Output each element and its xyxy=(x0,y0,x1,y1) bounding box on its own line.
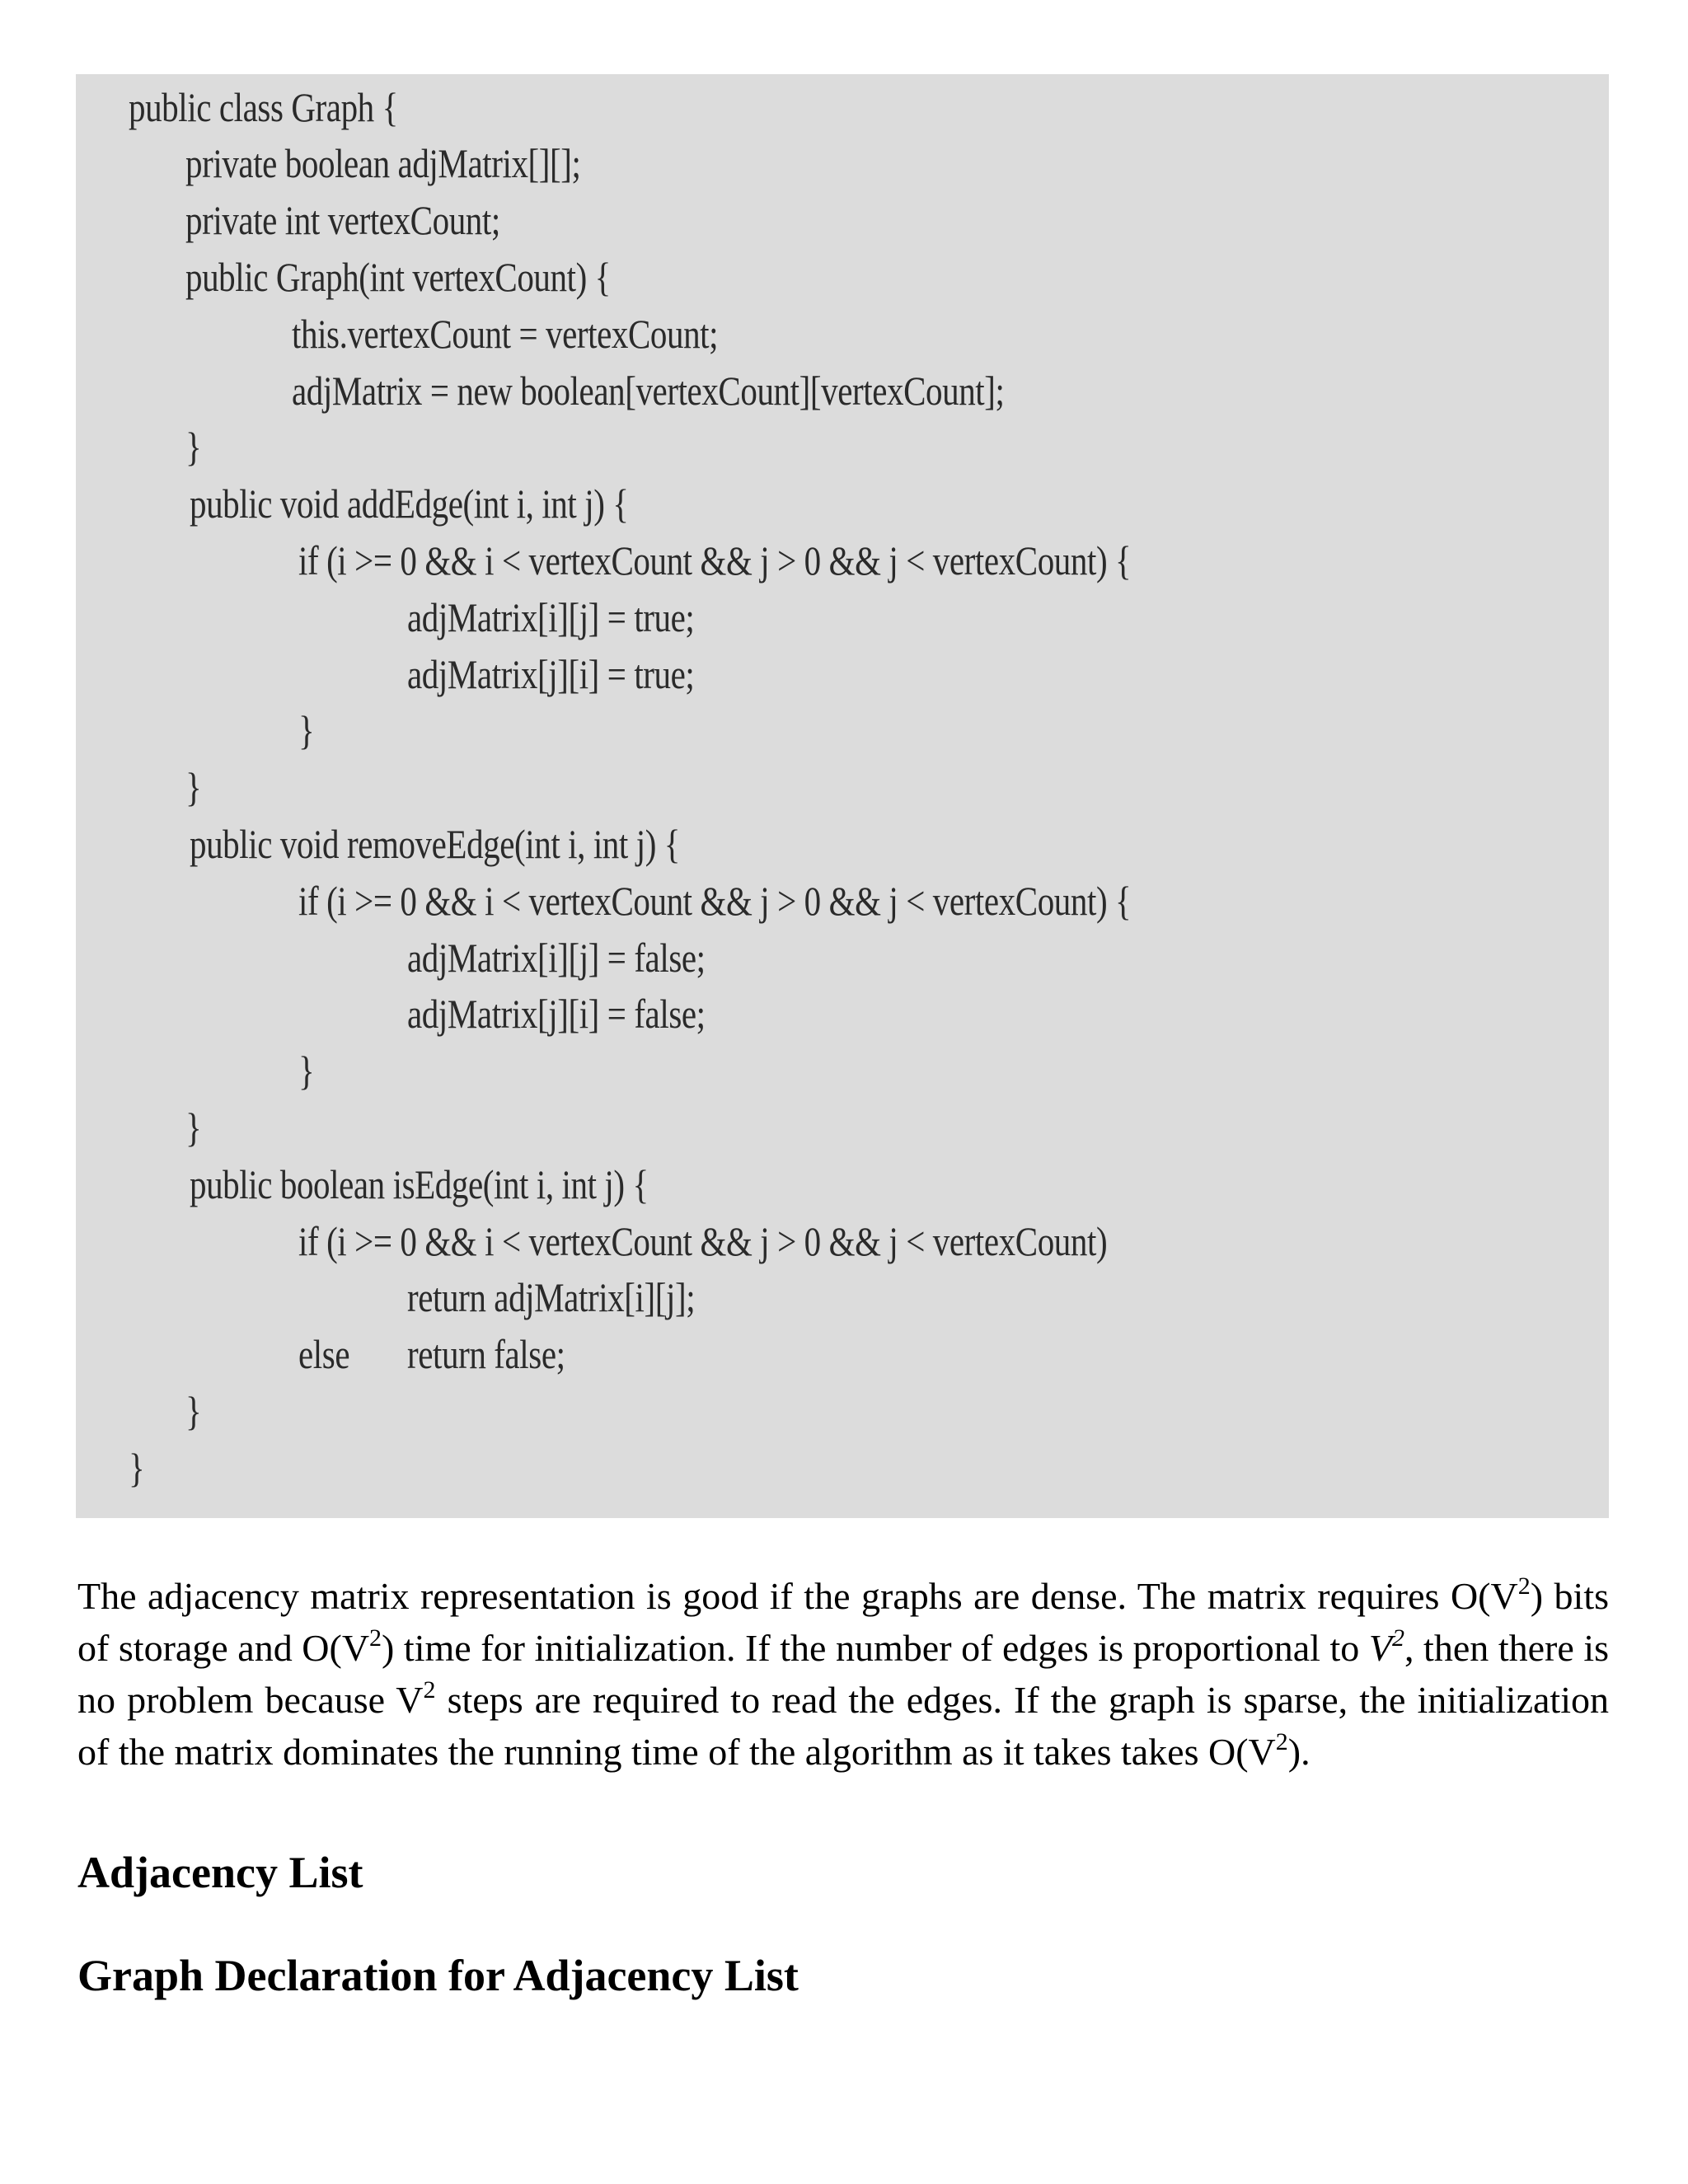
code-line: public Graph(int vertexCount) { xyxy=(185,254,611,300)
code-line: return false; xyxy=(407,1331,565,1377)
text-segment: , then there is no problem because V xyxy=(77,1627,1610,1721)
superscript: 2 xyxy=(1275,1728,1288,1755)
code-line: } xyxy=(185,1388,202,1434)
code-line: public boolean isEdge(int i, int j) { xyxy=(190,1161,649,1207)
code-line: else xyxy=(298,1331,350,1377)
section-heading: Adjacency List xyxy=(77,1848,363,1897)
code-line: } xyxy=(185,1104,202,1151)
italic-variable: V xyxy=(1368,1627,1392,1669)
code-line: } xyxy=(129,1445,145,1491)
code-line: } xyxy=(298,1047,315,1094)
code-line: } xyxy=(298,707,315,753)
code-line: public class Graph { xyxy=(129,84,398,130)
subsection-heading: Graph Declaration for Adjacency List xyxy=(77,1951,799,2000)
code-line: adjMatrix[i][j] = false; xyxy=(407,935,706,981)
code-line: public void removeEdge(int i, int j) { xyxy=(190,821,681,867)
text-segment: ) time for initialization. If the number of edges is proportional to xyxy=(382,1627,1369,1669)
code-line: public void addEdge(int i, int j) { xyxy=(190,480,629,527)
code-line: adjMatrix[j][i] = false; xyxy=(407,991,706,1037)
code-line: private int vertexCount; xyxy=(185,197,500,243)
code-line: return adjMatrix[i][j]; xyxy=(407,1274,696,1320)
code-line: if (i >= 0 && i < vertexCount && j > 0 && j < vertexCount) { xyxy=(298,878,1132,924)
code-line: adjMatrix[i][j] = true; xyxy=(407,594,695,640)
text-segment: ). xyxy=(1287,1731,1311,1773)
code-line: if (i >= 0 && i < vertexCount && j > 0 && j < vertexCount) { xyxy=(298,537,1132,583)
code-screenshot xyxy=(76,74,1609,1518)
superscript: 2 xyxy=(1391,1624,1404,1652)
body-paragraph xyxy=(77,1570,1609,1778)
text-segment: The adjacency matrix representation is good if the graphs are dense. The matrix requires O(V xyxy=(77,1575,1518,1617)
superscript: 2 xyxy=(369,1624,382,1652)
text-segment: steps are required to read the edges. If the graph is sparse, the initialization of the matrix dominates the running time of the algorithm as it takes takes O(V xyxy=(77,1679,1609,1773)
code-line: adjMatrix[j][i] = true; xyxy=(407,651,695,697)
code-line: adjMatrix = new boolean[vertexCount][vertexCount]; xyxy=(292,368,1005,414)
superscript: 2 xyxy=(423,1676,436,1704)
code-line: this.vertexCount = vertexCount; xyxy=(292,311,719,357)
code-line: } xyxy=(185,764,202,810)
code-line: if (i >= 0 && i < vertexCount && j > 0 && j < vertexCount) xyxy=(298,1218,1108,1264)
code-line: } xyxy=(185,424,202,470)
text-segment: ) bits of storage and O(V xyxy=(77,1575,1610,1669)
superscript: 2 xyxy=(1517,1572,1531,1600)
code-line: private boolean adjMatrix[][]; xyxy=(185,140,581,186)
